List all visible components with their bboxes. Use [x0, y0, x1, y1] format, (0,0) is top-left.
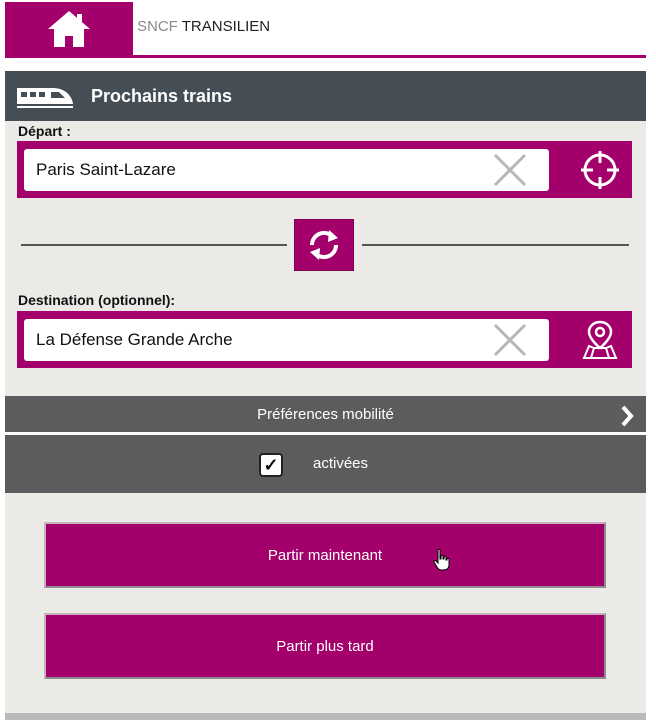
chevron-right-icon[interactable]: [620, 405, 634, 427]
title-bar: [5, 71, 646, 121]
page-title: Prochains trains: [91, 85, 233, 106]
destination-field-group: [17, 311, 632, 368]
locate-icon[interactable]: [580, 150, 620, 190]
departure-field-group: [17, 141, 632, 198]
departure-label: Départ :: [18, 123, 71, 139]
preferences-checkbox[interactable]: ✓: [259, 453, 283, 477]
leave-later-button[interactable]: Partir plus tard: [44, 613, 606, 679]
home-icon: [46, 9, 92, 49]
departure-input[interactable]: [34, 159, 478, 181]
clear-icon[interactable]: [493, 153, 527, 187]
preferences-status-bar: [5, 435, 646, 493]
bottom-divider: [5, 713, 646, 720]
train-icon: [15, 81, 75, 111]
app-header: [0, 0, 656, 58]
departure-field[interactable]: [24, 149, 549, 191]
header-divider: [5, 55, 646, 58]
divider-line-right: [362, 244, 629, 246]
home-button[interactable]: [5, 2, 133, 55]
brand-name: TRANSILIEN: [181, 18, 271, 35]
divider-line-left: [21, 244, 287, 246]
destination-input[interactable]: [34, 329, 478, 351]
map-pin-icon[interactable]: [580, 320, 620, 360]
brand-title: [137, 18, 270, 35]
swap-row: [21, 219, 629, 273]
destination-label: Destination (optionnel):: [18, 292, 176, 308]
main-panel: [5, 71, 646, 720]
swap-button[interactable]: [294, 219, 354, 271]
leave-now-button[interactable]: Partir maintenant: [44, 522, 606, 588]
destination-field[interactable]: [24, 319, 549, 361]
hand-cursor-icon: [433, 548, 451, 572]
swap-icon: [306, 228, 342, 262]
preferences-bar[interactable]: [5, 396, 646, 432]
preferences-status-label: activées: [313, 455, 369, 472]
brand-prefix: SNCF: [137, 18, 178, 35]
clear-icon[interactable]: [493, 323, 527, 357]
preferences-label: Préférences mobilité: [257, 405, 394, 423]
